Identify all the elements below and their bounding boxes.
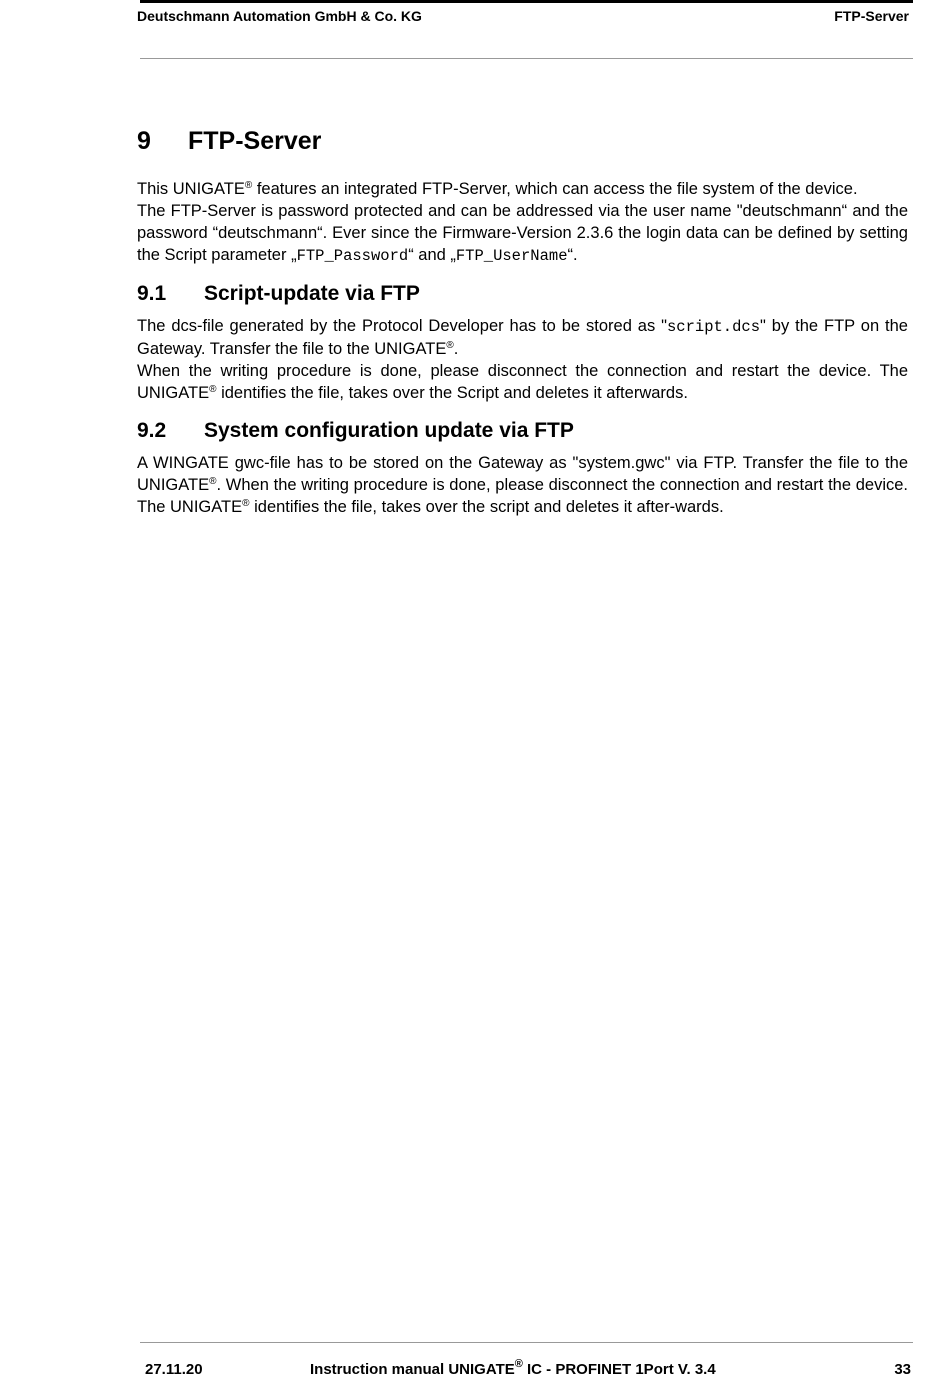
chapter-heading [137, 125, 908, 157]
page-content [137, 125, 908, 518]
registered-mark: ® [446, 340, 454, 351]
section-title: System configuration update via FTP [204, 419, 574, 442]
footer-rule [140, 1342, 913, 1343]
section-title: Script-update via FTP [204, 282, 420, 305]
code-ftp-password: FTP_Password [296, 247, 409, 265]
section-9-2-paragraph: A WINGATE gwc-file has to be stored on the Gateway as "system.gwc" via FTP. Transfer the file to the UNIGATE®. When the writing procedure is done, please disconnect the connection and restart the device. The UNIGATE® identifies the file, takes over the script and deletes it after-wards. [137, 454, 908, 516]
top-rule [140, 0, 913, 3]
section-heading-9-2 [137, 417, 908, 445]
registered-mark: ® [209, 384, 217, 395]
registered-mark: ® [514, 1358, 523, 1370]
chapter-intro-paragraph-2: The FTP-Server is password protected and can be addressed via the user name "deutschmann“ and the password “deutschmann“. Ever since the Firmware-Version 2.3.6 the login data can be defined by setting the Script parameter „FTP_Password“ and „FTP_UserName“. [137, 202, 908, 265]
header-rule [140, 58, 913, 59]
section-heading-9-1 [137, 280, 908, 308]
registered-mark: ® [244, 180, 253, 191]
registered-mark: ® [209, 476, 217, 487]
footer-date: 27.11.20 [145, 1361, 203, 1378]
header-section: FTP-Server [834, 8, 909, 24]
section-number: 9.2 [137, 419, 167, 442]
footer-page-number: 33 [894, 1361, 911, 1378]
registered-mark: ® [242, 498, 250, 509]
section-number: 9.1 [137, 282, 167, 305]
page-header [137, 8, 909, 28]
chapter-number: 9 [137, 127, 151, 155]
code-ftp-username: FTP_UserName [455, 247, 568, 265]
header-company: Deutschmann Automation GmbH & Co. KG [137, 8, 422, 24]
code-script-dcs: script.dcs [667, 318, 761, 336]
page-footer [140, 1358, 913, 1382]
footer-title: Instruction manual UNIGATE® IC - PROFINET 1Port V. 3.4 [310, 1358, 716, 1378]
chapter-title: FTP-Server [188, 127, 322, 155]
section-9-1-paragraph-1: The dcs-file generated by the Protocol Developer has to be stored as "script.dcs" by the FTP on the Gateway. Transfer the file to the UNIGATE®. [137, 317, 908, 358]
chapter-intro-paragraph-1: This UNIGATE® features an integrated FTP-Server, which can access the file system of the device. [137, 180, 858, 198]
section-9-1-paragraph-2: When the writing procedure is done, please disconnect the connection and restart the device. The UNIGATE® identifies the file, takes over the Script and deletes it afterwards. [137, 362, 908, 402]
